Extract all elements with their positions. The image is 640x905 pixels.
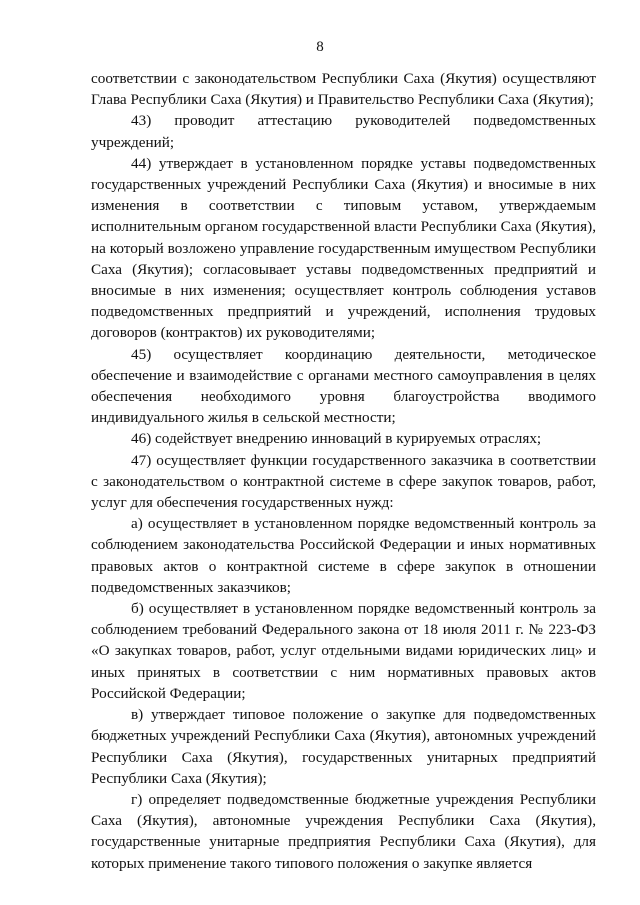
document-body <box>91 68 596 874</box>
paragraph-item-46: 46) содействует внедрению инноваций в курируемых отраслях; <box>131 430 542 448</box>
paragraph-item-43: 43) проводит аттестацию руководителей подведомственных учреждений; <box>91 112 596 151</box>
paragraph-item-47: 47) осуществляет функции государственного заказчика в соответствии с законодательством о контрактной системе в сфере закупок товаров, работ, услуг для обеспечения государственных нужд: <box>91 451 596 512</box>
paragraph-item-44: 44) утверждает в установленном порядке уставы подведомственных государственных учреждений Республики Саха (Якутия) и вносимые в них изменения в соответствии с типовым уставом, утверждаемым исполнительным органом государственной власти Республики Саха (Якутия), на который возложено управление государственным имуществом Республики Саха (Якутия); согласовывает уставы подведомственных предприятий и вносимые в них изменения; осуществляет контроль соблюдения уставов подведомственных предприятий и учреждений, исполнения трудовых договоров (контрактов) их руководителями; <box>91 154 596 342</box>
subparagraph-v: в) утверждает типовое положение о закупке для подведомственных бюджетных учреждений Республики Саха (Якутия), автономных учреждений Республики Саха (Якутия), государственных унитарных предприятий Республики Саха (Якутия); <box>91 706 596 787</box>
page-number: 8 <box>316 39 324 55</box>
subparagraph-g: г) определяет подведомственные бюджетные учреждения Республики Саха (Якутия), автономные учреждения Республики Саха (Якутия), государственные унитарные предприятия Республики Саха (Якутия), для которых применение такого типового положения о закупке является <box>91 790 596 872</box>
paragraph-continuation: соответствии с законодательством Республики Саха (Якутия) осуществляют Глава Республики Саха (Якутия) и Правительство Республики Саха (Якутия); <box>91 70 596 109</box>
subparagraph-b: б) осуществляет в установленном порядке ведомственный контроль за соблюдением требований Федерального закона от 18 июля 2011 г. № 223-ФЗ «О закупках товаров, работ, услуг отдельными видами юридических лиц» и иных принятых в соответствии с ним нормативных правовых актов Российской Федерации; <box>91 600 596 702</box>
paragraph-item-45: 45) осуществляет координацию деятельности, методическое обеспечение и взаимодействие с органами местного самоуправления в целях обеспечения необходимого уровня благоустройства вводимого индивидуального жилья в сельской местности; <box>91 345 596 427</box>
subparagraph-a: а) осуществляет в установленном порядке ведомственный контроль за соблюдением законодательства Российской Федерации и иных нормативных правовых актов о контрактной системе в сфере закупок в отношении подведомственных заказчиков; <box>91 515 596 596</box>
